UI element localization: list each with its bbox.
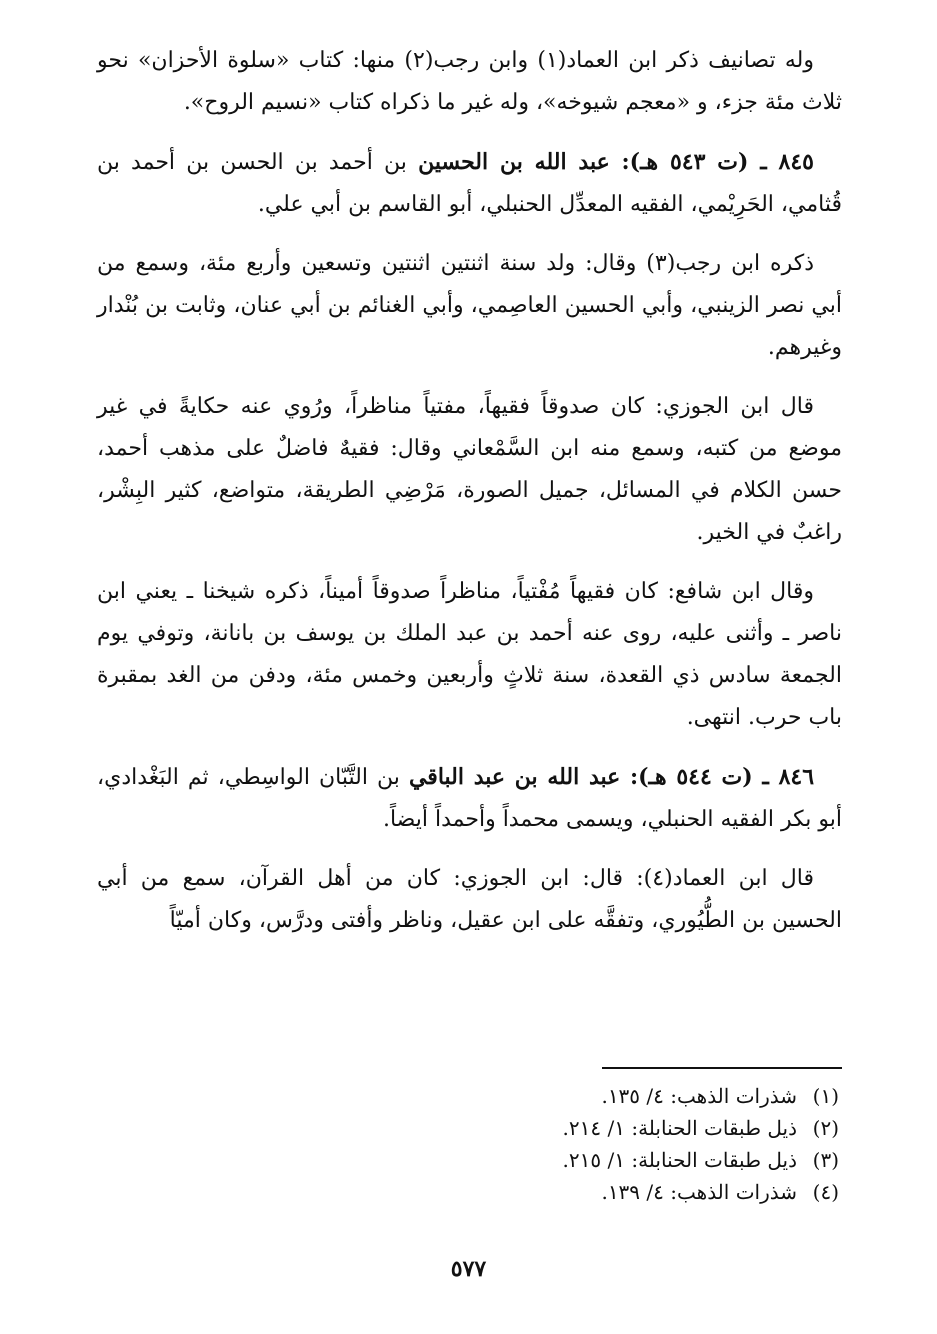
footnote-item bbox=[439, 1144, 839, 1176]
footnote-number: (٢) bbox=[812, 1116, 839, 1140]
footnote-number: (١) bbox=[812, 1084, 839, 1108]
paragraph-text: قال ابن الجوزي: كان صدوقاً فقيهاً، مفتياً مناظراً، ورُوي عنه حكايةً في غير موضع من كتبه، وسمع منه ابن السَّمْعاني وقال: فقيهٌ فاضلٌ على مذهب أحمد، حسن الكلام في المسائل، جميل الصورة، مَرْضِي الطريقة، متواضع، كثير البِشْر، راغبٌ في الخير. bbox=[97, 394, 842, 545]
footnote-text: ذيل طبقات الحنابلة: ١/ ٢١٤. bbox=[562, 1116, 797, 1140]
footnote-item bbox=[439, 1080, 839, 1112]
footnote-number: (٤) bbox=[812, 1180, 839, 1204]
footnote-text: شذرات الذهب: ٤/ ١٣٩. bbox=[601, 1180, 797, 1204]
paragraph-text: وله تصانيف ذكر ابن العماد(١) وابن رجب(٢) منها: كتاب «سلوة الأحزان» نحو ثلاث مئة جزء، و «معجم شيوخه»، وله غير ما ذكراه كتاب «نسيم الروح». bbox=[97, 48, 842, 115]
paragraph-ibn-shafi bbox=[97, 571, 842, 739]
footnotes bbox=[439, 1080, 839, 1208]
footnote-divider bbox=[602, 1067, 842, 1069]
entry-846-title: ٨٤٦ ـ (ت ٥٤٤ هـ): عبد الله بن عبد الباقي bbox=[408, 764, 815, 790]
paragraph-ibn-imad bbox=[97, 858, 842, 942]
footnote-item bbox=[439, 1176, 839, 1208]
entry-845-heading bbox=[97, 141, 842, 226]
paragraph-ibn-rajab bbox=[97, 243, 842, 369]
entry-846-heading bbox=[97, 756, 842, 841]
main-text bbox=[97, 40, 842, 959]
page-number: ٥٧٧ bbox=[450, 1256, 487, 1282]
paragraph-ibn-jawzi bbox=[97, 386, 842, 554]
entry-845-lineage: بن أحمد بن الحسن بن أحمد بن قُثامي، الحَرِيْمي، الفقيه المعدِّل الحنبلي، أبو القاسم بن أبي علي. bbox=[97, 150, 842, 217]
footnote-text: ذيل طبقات الحنابلة: ١/ ٢١٥. bbox=[562, 1148, 797, 1172]
entry-845-title: ٨٤٥ ـ (ت ٥٤٣ هـ): عبد الله بن الحسين bbox=[418, 149, 814, 175]
paragraph-text: وقال ابن شافع: كان فقيهاً مُفْتياً، مناظراً صدوقاً أميناً، ذكره شيخنا ـ يعني ابن ناصر ـ وأثنى عليه، روى عنه أحمد بن عبد الملك بن يوسف بن بانانة، وتوفي يوم الجمعة سادس ذي القعدة، سنة ثلاثٍ وأربعين وخمس مئة، ودفن من الغد بمقبرة باب حرب. انتهى. bbox=[97, 579, 842, 730]
footnote-number: (٣) bbox=[812, 1148, 839, 1172]
footnote-text: شذرات الذهب: ٤/ ١٣٥. bbox=[601, 1084, 797, 1108]
paragraph-text: ذكره ابن رجب(٣) وقال: ولد سنة اثنتين اثنتين وتسعين وأربع مئة، وسمع من أبي نصر الزينبي، وأبي الحسين العاصِمي، وأبي الغنائم بن أبي عنان، وثابت بن بُنْدار وغيرهم. bbox=[97, 251, 842, 360]
entry-846-lineage: بن التَّبّان الواسِطي، ثم البَغْدادي، أبو بكر الفقيه الحنبلي، ويسمى محمداً وأحمداً أيضاً. bbox=[97, 765, 842, 832]
footnote-item bbox=[439, 1112, 839, 1144]
paragraph-works bbox=[97, 40, 842, 124]
paragraph-text: قال ابن العماد(٤): قال: ابن الجوزي: كان من أهل القرآن، سمع من أبي الحسين بن الطُّيُوري، وتفقَّه على ابن عقيل، وناظر وأفتى ودرَّس، وكان أميّاً bbox=[97, 866, 842, 933]
